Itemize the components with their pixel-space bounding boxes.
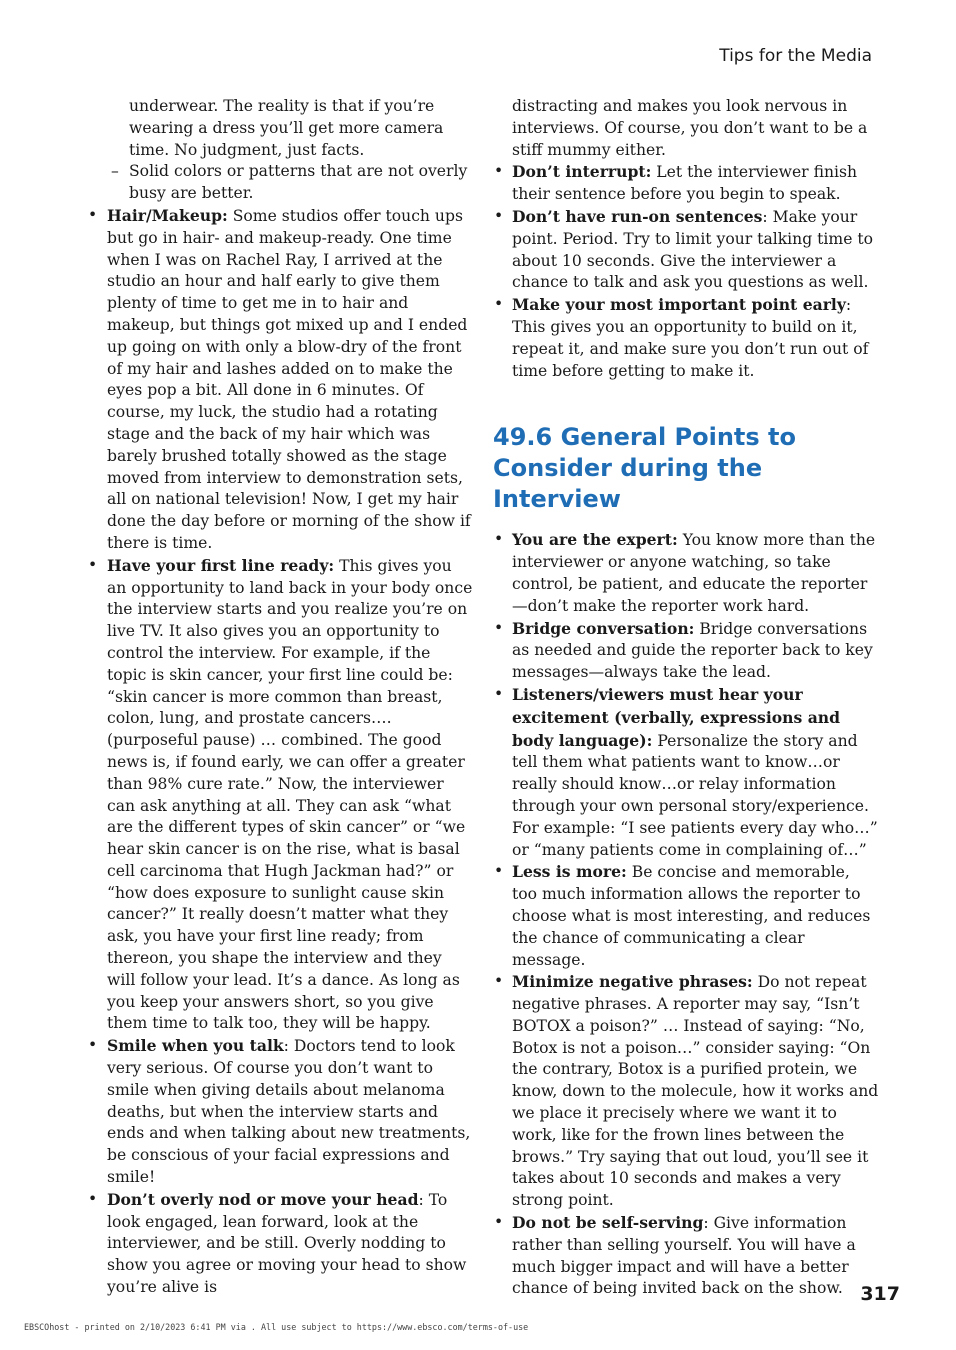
page-number: 317 — [860, 1283, 900, 1305]
list-item — [493, 618, 879, 684]
list-item-text: Bridge conversations as needed and guide the reporter back to key messages—always take the lead. — [512, 619, 873, 682]
list-item — [86, 555, 474, 1036]
running-header: Tips for the Media — [719, 46, 872, 66]
list-item — [493, 161, 879, 206]
continued-paragraph: underwear. The reality is that if you’re wearing a dress you’ll get more camera time. No judgment, just facts. — [129, 97, 444, 159]
list-item — [493, 206, 879, 294]
list-item-title: Don’t overly nod or move your head — [107, 1189, 419, 1209]
bullet-marker: • — [494, 862, 504, 881]
left-column — [86, 96, 474, 1299]
list-item-title: You are the expert: — [512, 530, 678, 550]
bullet-marker: • — [88, 1036, 98, 1055]
list-item-text: : This gives you an opportunity to build on it, repeat it, and make sure you don’t run out of time before getting to make it. — [512, 296, 869, 380]
list-item — [86, 1189, 474, 1299]
list-item — [493, 529, 879, 617]
bullet-marker: • — [88, 555, 98, 574]
bullet-marker: • — [494, 618, 504, 637]
list-item-title: Minimize negative phrases: — [512, 972, 753, 992]
section-heading: 49.6 General Points to Consider during the Interview — [493, 423, 796, 514]
list-item-text: Do not repeat negative phrases. A reporter may say, “Isn’t BOTOX a poison?” … Instead of saying: “No, Botox is not a poison…” consider saying: “On the contrary, Botox is a purified protein, we know, down to the molecule, how it works and we place it precisely where we want it to work, like for the frown lines between the brows.” Try saying that out loud, you’ll see it takes about 10 seconds and makes a very strong point. — [512, 973, 879, 1210]
bullet-marker: • — [88, 205, 98, 224]
bullet-marker: • — [494, 1213, 504, 1232]
list-item-text: Solid colors or patterns that are not overly busy are better. — [129, 162, 468, 203]
bullet-marker: • — [494, 972, 504, 991]
list-item — [493, 684, 879, 861]
list-item — [86, 1035, 474, 1189]
list-item-title: Less is more: — [512, 862, 627, 882]
bullet-marker: • — [88, 1189, 98, 1208]
list-item-text: Some studios offer touch ups but go in hair- and makeup-ready. One time when I was on Rachel Ray, I arrived at the studio an hour and half early to give them plenty of time to get me in to hair and makeup, but things got mixed up and I ended up going on with only a blow-dry of the front of my hair and lashes added on to make the eyes pop a bit. All done in 6 minutes. Of course, my luck, the studio had a rotating stage and the back of my hair which was barely brushed totally showed as the stage moved from interview to demonstration sets, all on national television! Now, I get my hair done the day before or morning of the show if there is time. — [107, 206, 471, 552]
list-item-title: Bridge conversation: — [512, 618, 695, 638]
dash-marker: – — [111, 162, 119, 181]
dash-list — [86, 161, 474, 205]
list-item-text: : Give information rather than selling yourself. You will have a much bigger impact and will have a better chance of being invited back on the show. — [512, 1214, 856, 1298]
list-item-text: : To look engaged, lean forward, look at the interviewer, and be still. Overly nodding to show you agree or moving your head to show you’re alive is — [107, 1190, 467, 1297]
list-item-title: Listeners/viewers must hear your excitement (verbally, expressions and body language): — [512, 684, 841, 750]
bullet-list — [86, 205, 474, 1299]
bullet-marker: • — [494, 295, 504, 314]
print-footer: EBSCOhost - printed on 2/10/2023 6:41 PM via . All use subject to https://www.ebsco.com/terms-of-use — [24, 1322, 529, 1332]
list-item-title: Make your most important point early — [512, 295, 846, 315]
list-item-title: Have your first line ready: — [107, 555, 335, 575]
list-item-text: Be concise and memorable, too much information allows the reporter to choose what is most interesting, and reduces the chance of communicating a clear message. — [512, 863, 871, 969]
list-item-text: Personalize the story and tell them what patients want to know…or really should know…or relay information through your own personal story/experience. For example: “I see patients every day who…” or “many patients come in complaining of…” — [512, 731, 878, 859]
list-item — [493, 861, 879, 971]
list-item-title: Smile when you talk — [107, 1036, 284, 1056]
continued-paragraph: distracting and makes you look nervous in interviews. Of course, you don’t want to be a stiff mummy either. — [512, 97, 868, 159]
bullet-list — [493, 529, 879, 1300]
list-item-title: Don’t interrupt: — [512, 162, 652, 182]
list-item-text: This gives you an opportunity to land back in your body once the interview starts and you realize you’re on live TV. It also gives you an opportunity to control the interview. For example, if the topic is skin cancer, your first line could be: “skin cancer is more common than breast, colon, lung, and prostate cancers…. (purposeful pause) … combined. The good news is, if found early, we can offer a greater than 98% cure rate.” Now, the interviewer can ask anything at all. They can ask “what are the different types of skin cancer” or “we hear skin cancer is on the rise, what is basal cell carcinoma that Hugh Jackman had?” or “how does exposure to sunlight cause skin cancer?” It really doesn’t matter what they ask, you have your first line ready; from thereon, you shape the interview and they will follow your lead. It’s a dance. As long as you keep your answers short, so you give them time to talk too, they will be happy. — [107, 556, 473, 1033]
list-item-text: : Doctors tend to look very serious. Of course you don’t want to smile when giving details about melanoma deaths, but when the interview starts and ends and when talking about new treatments, be conscious of your facial expressions and smile! — [107, 1037, 471, 1187]
list-item-text: You know more than the interviewer or anyone watching, so take control, be patient, and educate the reporter—don’t make the reporter work hard. — [512, 531, 876, 615]
list-item — [86, 161, 474, 205]
list-item — [493, 971, 879, 1212]
bullet-list — [493, 161, 879, 382]
list-item-title: Don’t have run-on sentences — [512, 206, 763, 226]
list-item — [493, 294, 879, 382]
bullet-marker: • — [494, 162, 504, 181]
bullet-marker: • — [494, 530, 504, 549]
list-item-title: Do not be self-serving — [512, 1213, 704, 1233]
bullet-marker: • — [494, 206, 504, 225]
list-item-title: Hair/Makeup: — [107, 205, 228, 225]
list-item — [86, 205, 474, 555]
list-item-text: : Make your point. Period. Try to limit your talking time to about 10 seconds. Give the interviewer a chance to talk and ask you questions as well. — [512, 207, 874, 292]
list-item-text: Let the interviewer finish their sentence before you begin to speak. — [512, 163, 858, 204]
bullet-marker: • — [494, 684, 504, 703]
right-column — [493, 96, 879, 1300]
